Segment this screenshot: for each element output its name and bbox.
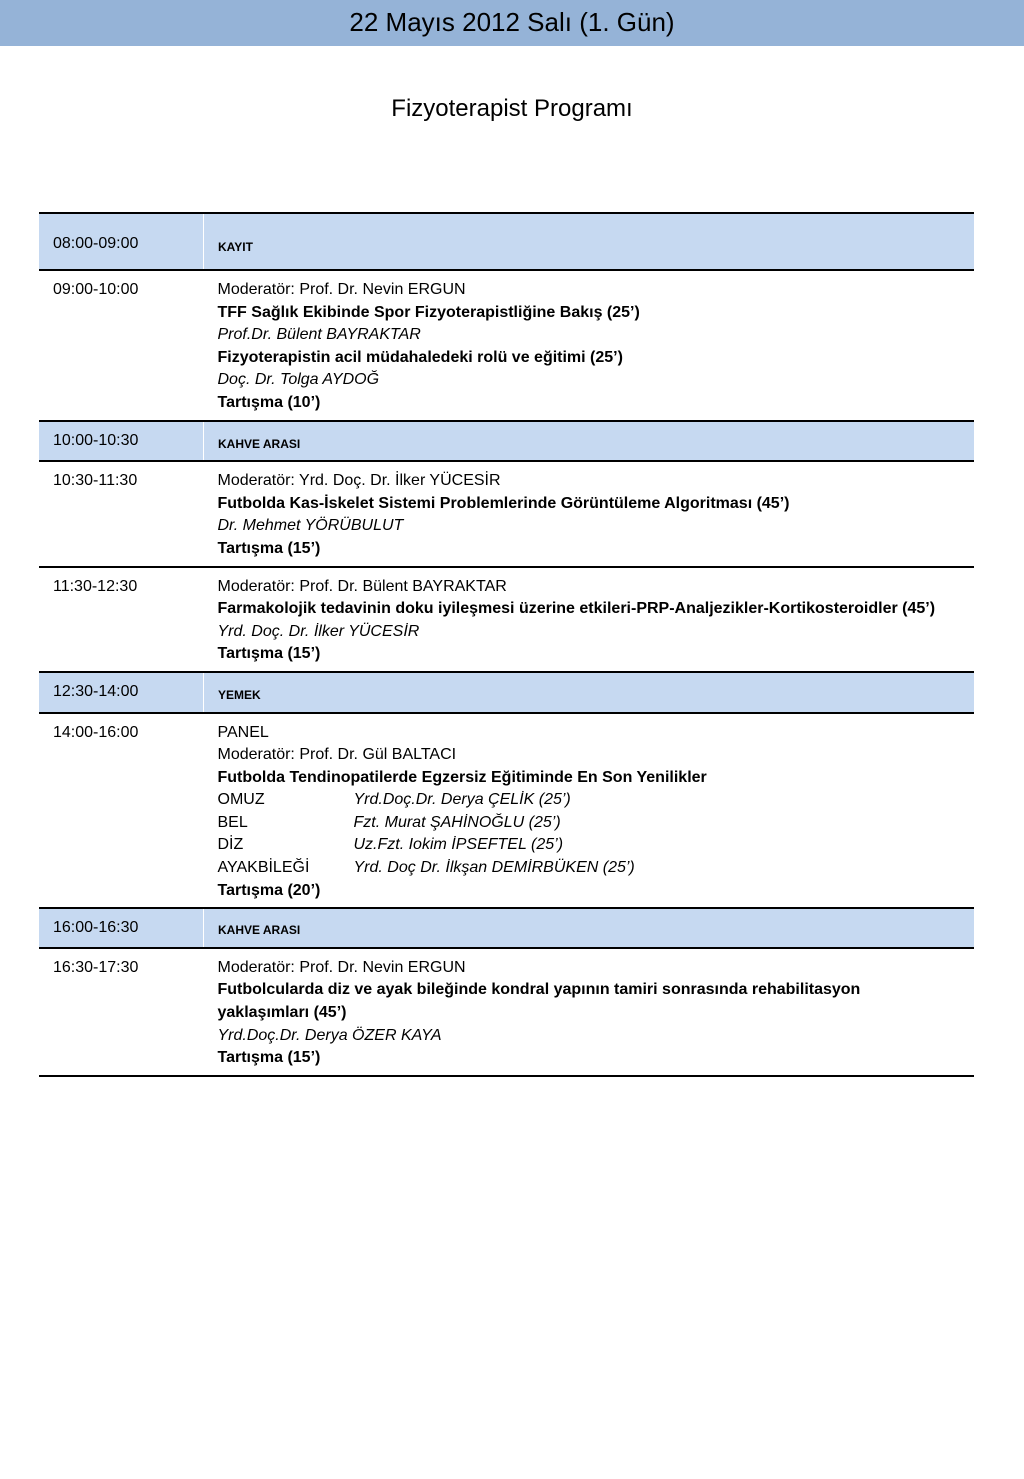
- talk-speaker: Doç. Dr. Tolga AYDOĞ: [217, 371, 380, 389]
- panel-item: [218, 789, 975, 812]
- panel-region: OMUZ: [217, 791, 265, 809]
- panel-region: BEL: [217, 813, 248, 831]
- date-header-band: [0, 0, 1024, 46]
- panel-title: Futbolda Tendinopatilerde Egzersiz Eğitiminde En Son Yenilikler: [217, 768, 707, 786]
- break-label: YEMEK: [218, 687, 261, 702]
- session-time: 16:00-16:30: [39, 908, 204, 948]
- discussion-line: Tartışma (15’): [217, 539, 321, 557]
- talk-title-continued: yaklaşımları (45’): [217, 1004, 347, 1022]
- panel-speaker: Yrd.Doç.Dr. Derya ÇELİK (25’): [353, 791, 571, 809]
- schedule-row-registration: [39, 213, 974, 270]
- discussion-line: Tartışma (15’): [217, 1049, 321, 1067]
- moderator-line: Moderatör: Prof. Dr. Gül BALTACI: [217, 746, 457, 764]
- schedule-row-session: [39, 270, 974, 421]
- talk-speaker: Yrd. Doç. Dr. İlker YÜCESİR: [217, 622, 420, 640]
- talk-title: Farmakolojik tedavinin doku iyileşmesi üzerine etkileri-PRP-Analjezikler-Kortikosteroidler (45’): [217, 600, 936, 618]
- session-time: 16:30-17:30: [53, 958, 139, 976]
- schedule-row-session: [39, 461, 974, 566]
- break-label: KAYIT: [218, 240, 253, 254]
- panel-speaker: Uz.Fzt. Iokim İPSEFTEL (25’): [353, 836, 564, 854]
- panel-speaker: Fzt. Murat ŞAHİNOĞLU (25’): [353, 813, 561, 831]
- panel-region: AYAKBİLEĞİ: [217, 859, 310, 877]
- discussion-line: Tartışma (15’): [217, 645, 321, 663]
- discussion-line: Tartışma (10’): [217, 393, 321, 411]
- date-title: 22 Mayıs 2012 Salı (1. Gün): [349, 7, 675, 37]
- talk-title: Futbolcularda diz ve ayak bileğinde kondral yapının tamiri sonrasında rehabilitasyon: [217, 981, 861, 999]
- program-title: Fizyoterapist Programı: [391, 95, 633, 122]
- moderator-line: Moderatör: Prof. Dr. Bülent BAYRAKTAR: [217, 577, 507, 595]
- moderator-line: Moderatör: Prof. Dr. Nevin ERGUN: [217, 281, 466, 298]
- talk-speaker: Prof.Dr. Bülent BAYRAKTAR: [217, 326, 421, 344]
- panel-item: [218, 834, 975, 857]
- moderator-line: Moderatör: Prof. Dr. Nevin ERGUN: [217, 958, 466, 976]
- panel-item: [218, 812, 975, 835]
- session-time: 09:00-10:00: [53, 281, 139, 298]
- talk-speaker: Dr. Mehmet YÖRÜBULUT: [217, 517, 404, 535]
- schedule-table: [39, 212, 974, 1077]
- schedule-row-session: [39, 948, 974, 1076]
- session-time: 10:00-10:30: [39, 421, 204, 462]
- schedule-row-coffee-break: [39, 421, 974, 462]
- panel-region: DİZ: [217, 836, 244, 854]
- panel-label: PANEL: [217, 723, 269, 741]
- schedule-row-panel: [39, 713, 974, 909]
- break-label: KAHVE ARASI: [218, 436, 301, 451]
- moderator-line: Moderatör: Yrd. Doç. Dr. İlker YÜCESİR: [217, 472, 501, 490]
- panel-speaker: Yrd. Doç Dr. İlkşan DEMİRBÜKEN (25’): [353, 859, 635, 877]
- break-label: KAHVE ARASI: [218, 923, 301, 938]
- session-time: 11:30-12:30: [53, 577, 138, 595]
- session-time: 10:30-11:30: [53, 472, 138, 490]
- session-time: 12:30-14:00: [39, 672, 204, 713]
- schedule-row-session: [39, 567, 974, 672]
- panel-item: [218, 857, 975, 880]
- talk-title: TFF Sağlık Ekibinde Spor Fizyoterapistliğine Bakış (25’): [217, 303, 640, 321]
- discussion-line: Tartışma (20’): [217, 881, 321, 899]
- session-time: 08:00-09:00: [39, 213, 204, 270]
- talk-speaker: Yrd.Doç.Dr. Derya ÖZER KAYA: [217, 1026, 442, 1044]
- talk-title: Futbolda Kas-İskelet Sistemi Problemlerinde Görüntüleme Algoritması (45’): [217, 494, 790, 512]
- schedule-row-lunch: [39, 672, 974, 713]
- session-time: 14:00-16:00: [53, 723, 139, 741]
- schedule-row-coffee-break: [39, 908, 974, 948]
- talk-title: Fizyoterapistin acil müdahaledeki rolü ve eğitimi (25’): [217, 348, 623, 366]
